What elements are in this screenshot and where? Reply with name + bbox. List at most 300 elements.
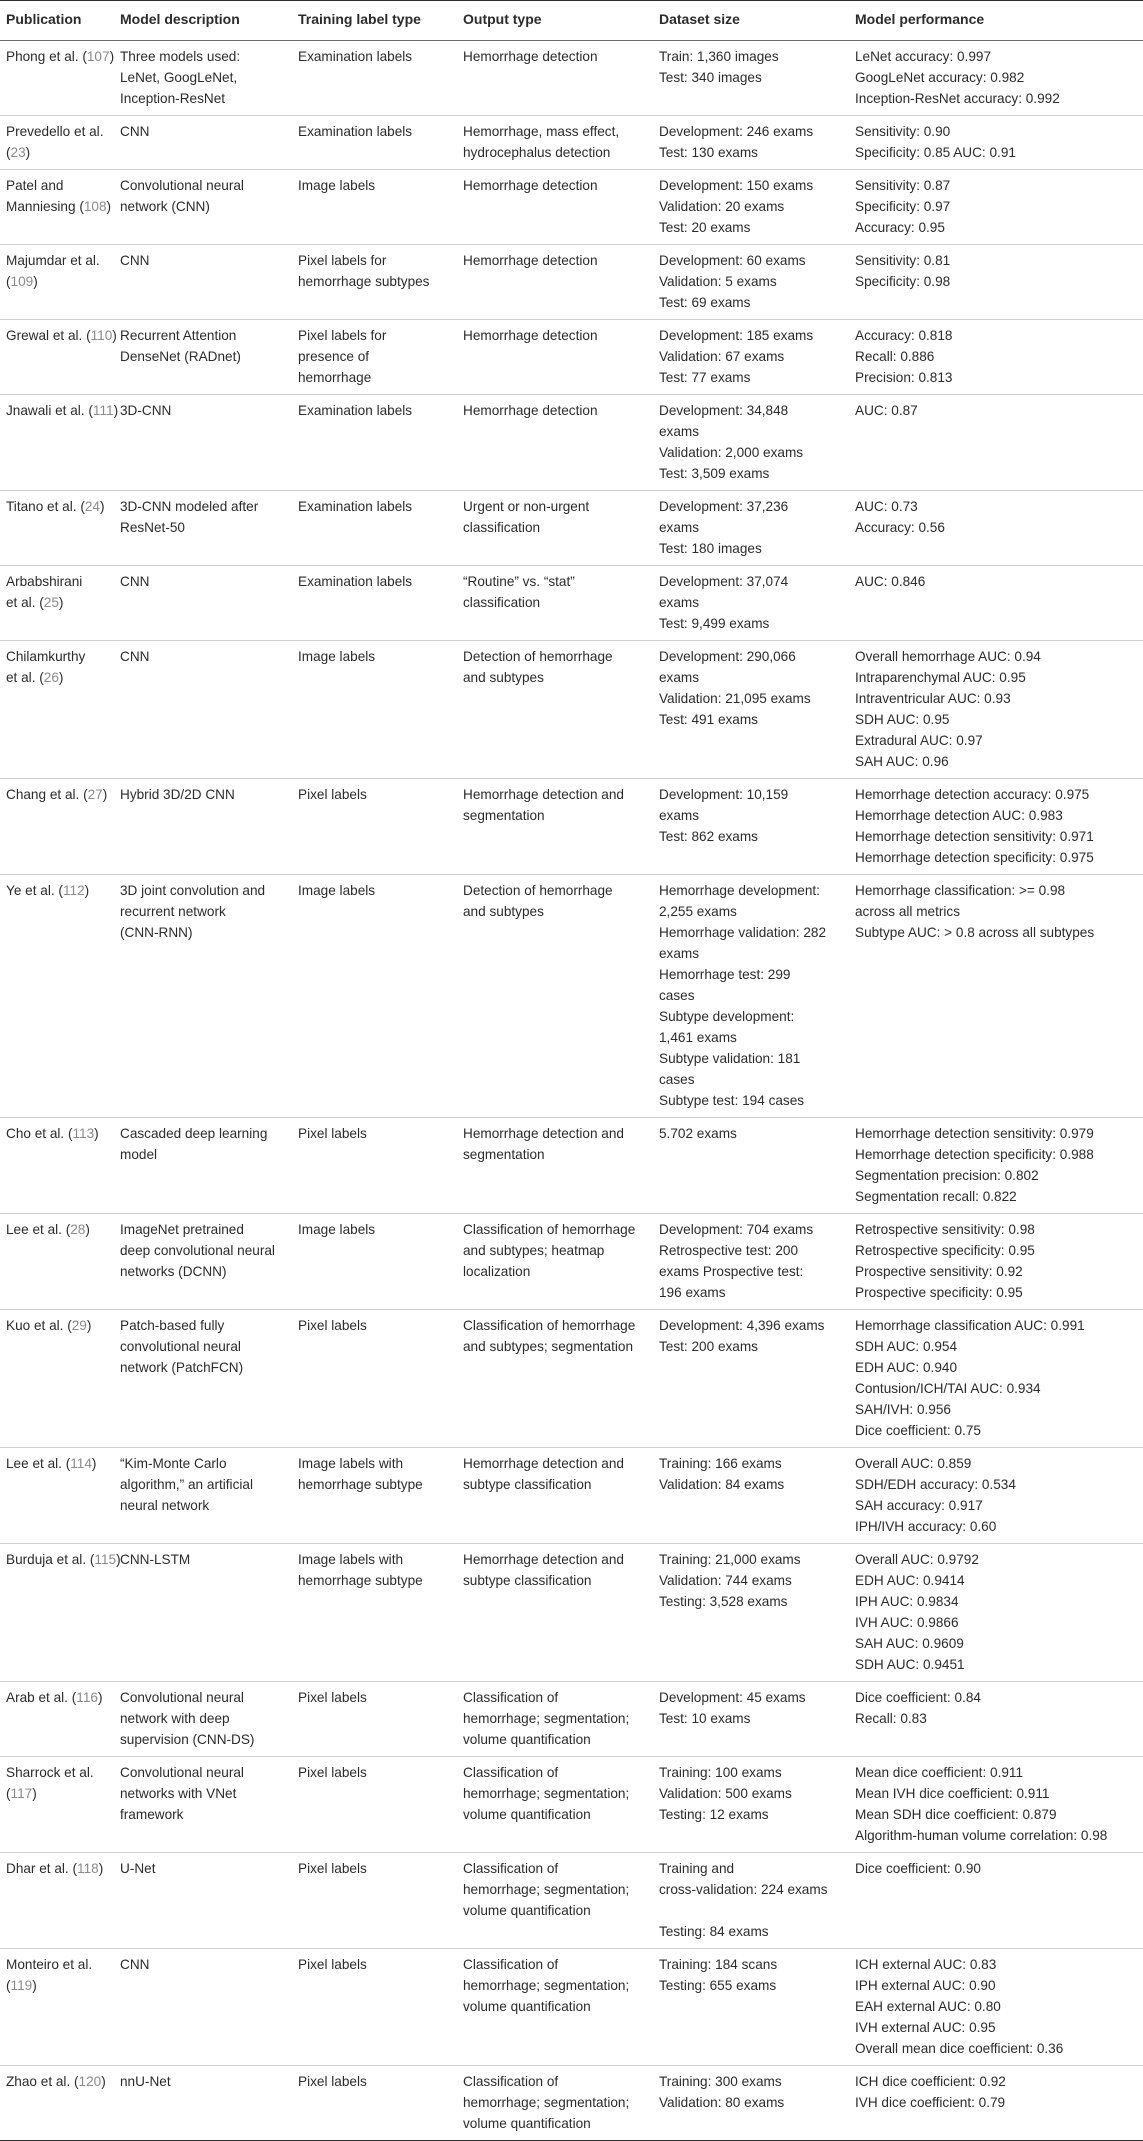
publication-line xyxy=(6,400,119,421)
label-line: Examination labels xyxy=(298,124,413,139)
perf-line: Algorithm-human volume correlation: 0.98 xyxy=(855,1828,1108,1843)
output-line: Hemorrhage detection and xyxy=(463,1126,624,1141)
perf-line: Mean dice coefficient: 0.911 xyxy=(855,1765,1024,1780)
output-type-cell xyxy=(457,875,653,1118)
publication-line xyxy=(6,1954,108,1975)
table-row xyxy=(0,1682,1143,1757)
model-line: CNN xyxy=(120,649,150,664)
training-label-cell xyxy=(292,491,457,566)
model-performance-cell xyxy=(849,1949,1143,2066)
perf-line: AUC: 0.87 xyxy=(855,403,918,418)
table-body xyxy=(0,41,1143,2141)
model-description-cell xyxy=(114,395,292,491)
training-label-cell xyxy=(292,41,457,116)
reference-link[interactable]: 118 xyxy=(77,1861,99,1876)
perf-line: Dice coefficient: 0.90 xyxy=(855,1861,981,1876)
label-line: Image labels xyxy=(298,649,376,664)
table-row xyxy=(0,116,1143,170)
output-type-cell xyxy=(457,170,653,245)
output-line: Detection of hemorrhage xyxy=(463,883,613,898)
perf-line: Precision: 0.813 xyxy=(855,370,953,385)
publication-text: et al. xyxy=(6,595,36,610)
perf-line: LeNet accuracy: 0.997 xyxy=(855,49,992,64)
output-type-cell xyxy=(457,41,653,116)
header-model-description: Model description xyxy=(114,1,292,41)
model-line: ImageNet pretrained xyxy=(120,1222,244,1237)
output-line: Classification of hemorrhage xyxy=(463,1318,636,1333)
output-type-cell xyxy=(457,1214,653,1310)
reference-link[interactable]: 24 xyxy=(84,499,100,514)
publication-text: Phong et al. xyxy=(6,49,79,64)
dataset-size-cell xyxy=(653,1949,849,2066)
output-type-cell xyxy=(457,1853,653,1949)
perf-line: Hemorrhage detection specificity: 0.975 xyxy=(855,850,1094,865)
perf-line: Overall mean dice coefficient: 0.36 xyxy=(855,2041,1064,2056)
output-line: localization xyxy=(463,1264,531,1279)
reference-link[interactable]: 28 xyxy=(70,1222,86,1237)
label-line: Pixel labels xyxy=(298,2074,367,2089)
dataset-line: Development: 246 exams xyxy=(659,124,814,139)
perf-line: Hemorrhage detection sensitivity: 0.971 xyxy=(855,829,1094,844)
label-line: hemorrhage subtype xyxy=(298,1477,423,1492)
model-description-cell xyxy=(114,2066,292,2141)
dataset-line: Subtype development: xyxy=(659,1009,795,1024)
dataset-line: Training: 100 exams xyxy=(659,1765,782,1780)
dataset-line: Validation: 500 exams xyxy=(659,1786,792,1801)
label-line: hemorrhage subtypes xyxy=(298,274,430,289)
model-performance-cell xyxy=(849,395,1143,491)
model-description-cell xyxy=(114,1310,292,1448)
table-row xyxy=(0,566,1143,641)
output-line: hemorrhage; segmentation; xyxy=(463,1786,630,1801)
label-line: Pixel labels xyxy=(298,1126,367,1141)
table-row xyxy=(0,1853,1143,1949)
perf-line: Mean SDH dice coefficient: 0.879 xyxy=(855,1807,1057,1822)
perf-line: Segmentation recall: 0.822 xyxy=(855,1189,1017,1204)
dataset-line: exams xyxy=(659,670,700,685)
reference-link[interactable]: 116 xyxy=(76,1690,98,1705)
training-label-cell xyxy=(292,875,457,1118)
reference-wrap: (112) xyxy=(58,883,90,898)
reference-link[interactable]: 115 xyxy=(94,1552,117,1567)
output-line: hemorrhage; segmentation; xyxy=(463,1711,630,1726)
perf-line: Hemorrhage detection AUC: 0.983 xyxy=(855,808,1063,823)
dataset-line: Development: 10,159 xyxy=(659,787,789,802)
publication-text: et al. xyxy=(6,670,36,685)
dataset-line: exams Prospective test: xyxy=(659,1264,804,1279)
publication-line xyxy=(6,784,108,805)
header-training-label-type: Training label type xyxy=(292,1,457,41)
model-performance-cell xyxy=(849,1310,1143,1448)
model-performance-cell xyxy=(849,1214,1143,1310)
output-line: classification xyxy=(463,595,541,610)
dataset-size-cell xyxy=(653,1853,849,1949)
perf-line: Recall: 0.83 xyxy=(855,1711,927,1726)
model-performance-cell xyxy=(849,1682,1143,1757)
training-label-cell xyxy=(292,1682,457,1757)
label-line: Image labels xyxy=(298,178,376,193)
output-line: Classification of xyxy=(463,1765,559,1780)
table-row xyxy=(0,1310,1143,1448)
output-line: Hemorrhage detection xyxy=(463,253,598,268)
dataset-line: Test: 20 exams xyxy=(659,220,751,235)
training-label-cell xyxy=(292,1448,457,1544)
perf-line: IVH AUC: 0.9866 xyxy=(855,1615,959,1630)
reference-link[interactable]: 110 xyxy=(90,328,113,343)
dataset-line: Training: 166 exams xyxy=(659,1456,782,1471)
reference-line: (119) xyxy=(6,1978,37,1993)
publication-cell xyxy=(0,1310,114,1448)
dataset-line: Test: 69 exams xyxy=(659,295,751,310)
perf-line: Extradural AUC: 0.97 xyxy=(855,733,983,748)
model-line: framework xyxy=(120,1807,184,1822)
output-line: Hemorrhage, mass effect, xyxy=(463,124,620,139)
label-line: Image labels xyxy=(298,883,376,898)
output-line: Urgent or non-urgent xyxy=(463,499,590,514)
training-label-cell xyxy=(292,1118,457,1214)
model-line: Patch-based fully xyxy=(120,1318,225,1333)
publication-line xyxy=(6,121,108,142)
dataset-line xyxy=(659,1900,843,1921)
reference-link[interactable]: 27 xyxy=(87,787,103,802)
reference-wrap: (24) xyxy=(80,499,105,514)
dataset-size-cell xyxy=(653,1118,849,1214)
table-row xyxy=(0,491,1143,566)
model-performance-cell xyxy=(849,1757,1143,1853)
reference-wrap: (114) xyxy=(65,1456,97,1471)
table-row xyxy=(0,1118,1143,1214)
dataset-line: cases xyxy=(659,988,695,1003)
perf-line: Sensitivity: 0.90 xyxy=(855,124,951,139)
dataset-line: exams xyxy=(659,808,700,823)
dataset-line: Validation: 744 exams xyxy=(659,1573,792,1588)
reference-wrap: (111) xyxy=(88,403,119,418)
publication-text: Prevedello et al. xyxy=(6,124,104,139)
perf-line: Overall AUC: 0.859 xyxy=(855,1456,972,1471)
publication-text: Grewal et al. xyxy=(6,328,83,343)
publication-cell xyxy=(0,566,114,641)
dataset-size-cell xyxy=(653,491,849,566)
dataset-line: Test: 3,509 exams xyxy=(659,466,770,481)
publication-line xyxy=(6,1453,108,1474)
model-performance-cell xyxy=(849,41,1143,116)
dataset-line: exams xyxy=(659,520,700,535)
dataset-line: cross-validation: 224 exams xyxy=(659,1882,828,1897)
output-type-cell xyxy=(457,1448,653,1544)
perf-line: Accuracy: 0.56 xyxy=(855,520,945,535)
perf-line: Dice coefficient: 0.84 xyxy=(855,1690,981,1705)
reference-link[interactable]: 108 xyxy=(83,199,107,214)
perf-line: Intraparenchymal AUC: 0.95 xyxy=(855,670,1026,685)
model-line: CNN xyxy=(120,1957,150,1972)
table-row xyxy=(0,1949,1143,2066)
publication-text: Ye et al. xyxy=(6,883,55,898)
output-type-cell xyxy=(457,2066,653,2141)
dataset-line: exams xyxy=(659,595,700,610)
label-line: Pixel labels xyxy=(298,1765,367,1780)
publication-text: Titano et al. xyxy=(6,499,77,514)
dataset-line: Test: 200 exams xyxy=(659,1339,758,1354)
publication-text: Chilamkurthy xyxy=(6,649,86,664)
reference-wrap: (120) xyxy=(74,2074,106,2089)
label-line: Examination labels xyxy=(298,49,413,64)
dataset-line: Subtype test: 194 cases xyxy=(659,1093,805,1108)
publication-line xyxy=(6,1549,121,1570)
model-line: ResNet-50 xyxy=(120,520,185,535)
dataset-line: Development: 185 exams xyxy=(659,328,814,343)
reference-wrap: (28) xyxy=(65,1222,90,1237)
perf-line: EDH AUC: 0.9414 xyxy=(855,1573,965,1588)
reference-link[interactable]: 109 xyxy=(10,274,34,289)
output-line: and subtypes xyxy=(463,670,544,685)
reference-wrap: (29) xyxy=(67,1318,92,1333)
publication-line xyxy=(6,496,108,517)
publication-line xyxy=(6,667,108,688)
model-performance-cell xyxy=(849,170,1143,245)
model-description-cell xyxy=(114,641,292,779)
dataset-line: Test: 340 images xyxy=(659,70,762,85)
training-label-cell xyxy=(292,116,457,170)
model-description-cell xyxy=(114,1118,292,1214)
dataset-line: Testing: 3,528 exams xyxy=(659,1594,788,1609)
output-type-cell xyxy=(457,566,653,641)
model-line: networks with VNet xyxy=(120,1786,237,1801)
publication-cell xyxy=(0,2066,114,2141)
perf-line: Specificity: 0.97 xyxy=(855,199,951,214)
publication-cell xyxy=(0,170,114,245)
publication-line xyxy=(6,1123,108,1144)
output-line: hydrocephalus detection xyxy=(463,145,611,160)
dataset-line: exams xyxy=(659,424,700,439)
dataset-line: Testing: 655 exams xyxy=(659,1978,777,1993)
table-row xyxy=(0,1757,1143,1853)
reference-link[interactable]: 23 xyxy=(10,145,26,160)
model-description-cell xyxy=(114,1949,292,2066)
training-label-cell xyxy=(292,1310,457,1448)
publication-text: Majumdar et al. xyxy=(6,253,100,268)
model-line: 3D-CNN xyxy=(120,403,172,418)
model-description-cell xyxy=(114,320,292,395)
output-type-cell xyxy=(457,1118,653,1214)
reference-wrap: (116) xyxy=(71,1690,103,1705)
perf-line: Mean IVH dice coefficient: 0.911 xyxy=(855,1786,1050,1801)
publication-cell xyxy=(0,1949,114,2066)
dataset-size-cell xyxy=(653,641,849,779)
dataset-line: Train: 1,360 images xyxy=(659,49,779,64)
publication-text: Sharrock et al. xyxy=(6,1765,94,1780)
label-line: Image labels with xyxy=(298,1552,404,1567)
dataset-line: Test: 130 exams xyxy=(659,145,758,160)
model-description-cell xyxy=(114,491,292,566)
output-line: hemorrhage; segmentation; xyxy=(463,2095,630,2110)
perf-line: IPH external AUC: 0.90 xyxy=(855,1978,996,1993)
model-description-cell xyxy=(114,779,292,875)
perf-line: Hemorrhage classification: >= 0.98 xyxy=(855,883,1066,898)
model-line: networks (DCNN) xyxy=(120,1264,227,1279)
model-line: nnU-Net xyxy=(120,2074,171,2089)
reference-link[interactable]: 119 xyxy=(10,1978,33,1993)
model-performance-cell xyxy=(849,1448,1143,1544)
dataset-line: Validation: 20 exams xyxy=(659,199,785,214)
publication-line xyxy=(6,175,108,196)
model-description-cell xyxy=(114,1757,292,1853)
output-line: Classification of xyxy=(463,2074,559,2089)
model-performance-cell xyxy=(849,641,1143,779)
model-description-cell xyxy=(114,566,292,641)
perf-line: ICH dice coefficient: 0.92 xyxy=(855,2074,1006,2089)
model-performance-cell xyxy=(849,566,1143,641)
perf-line: SAH AUC: 0.96 xyxy=(855,754,949,769)
model-line: neural network xyxy=(120,1498,210,1513)
reference-wrap: (108) xyxy=(79,199,112,214)
model-description-cell xyxy=(114,1214,292,1310)
model-line: “Kim-Monte Carlo xyxy=(120,1456,227,1471)
output-line: and subtypes xyxy=(463,904,544,919)
perf-line: Dice coefficient: 0.75 xyxy=(855,1423,981,1438)
table-header xyxy=(0,1,1143,41)
dataset-line: Development: 4,396 exams xyxy=(659,1318,825,1333)
perf-line: Overall hemorrhage AUC: 0.94 xyxy=(855,649,1041,664)
training-label-cell xyxy=(292,1757,457,1853)
model-line: Hybrid 3D/2D CNN xyxy=(120,787,235,802)
output-line: Detection of hemorrhage xyxy=(463,649,613,664)
model-line: CNN-LSTM xyxy=(120,1552,191,1567)
output-line: Hemorrhage detection xyxy=(463,403,598,418)
dataset-size-cell xyxy=(653,1448,849,1544)
output-line: subtype classification xyxy=(463,1477,592,1492)
output-type-cell xyxy=(457,1544,653,1682)
perf-line: IPH/IVH accuracy: 0.60 xyxy=(855,1519,997,1534)
label-line: Pixel labels xyxy=(298,787,367,802)
dataset-line: Development: 37,074 xyxy=(659,574,789,589)
reference-wrap: (118) xyxy=(72,1861,104,1876)
publication-text: Kuo et al. xyxy=(6,1318,64,1333)
reference-wrap: (113) xyxy=(67,1126,99,1141)
publication-cell xyxy=(0,245,114,320)
dataset-line: Test: 10 exams xyxy=(659,1711,751,1726)
reference-link[interactable]: 112 xyxy=(62,883,85,898)
dataset-line: exams xyxy=(659,946,700,961)
reference-line: (109) xyxy=(6,274,38,289)
model-description-cell xyxy=(114,1682,292,1757)
output-line: “Routine” vs. “stat” xyxy=(463,574,575,589)
reference-link[interactable]: 120 xyxy=(78,2074,102,2089)
model-line: model xyxy=(120,1147,158,1162)
table-row xyxy=(0,170,1143,245)
label-line: Image labels with xyxy=(298,1456,404,1471)
publication-cell xyxy=(0,116,114,170)
model-performance-cell xyxy=(849,1118,1143,1214)
dataset-size-cell xyxy=(653,1544,849,1682)
dataset-line: cases xyxy=(659,1072,695,1087)
publication-text: Patel and xyxy=(6,178,64,193)
reference-link[interactable]: 114 xyxy=(70,1456,92,1471)
publication-cell xyxy=(0,320,117,395)
dataset-line: Subtype validation: 181 xyxy=(659,1051,801,1066)
model-line: recurrent network xyxy=(120,904,226,919)
dataset-size-cell xyxy=(653,170,849,245)
model-description-cell xyxy=(114,41,292,116)
table-row xyxy=(0,1544,1143,1682)
reference-link[interactable]: 117 xyxy=(10,1786,33,1801)
perf-line: Retrospective sensitivity: 0.98 xyxy=(855,1222,1035,1237)
dataset-size-cell xyxy=(653,245,849,320)
model-line: network with deep xyxy=(120,1711,230,1726)
publication-text: Chang et al. xyxy=(6,787,80,802)
output-line: Hemorrhage detection and xyxy=(463,1456,624,1471)
dataset-size-cell xyxy=(653,1214,849,1310)
training-label-cell xyxy=(292,395,457,491)
perf-line: SDH AUC: 0.9451 xyxy=(855,1657,965,1672)
perf-line: Sensitivity: 0.87 xyxy=(855,178,951,193)
reference-link[interactable]: 29 xyxy=(71,1318,87,1333)
label-line: Pixel labels xyxy=(298,1318,367,1333)
publication-line xyxy=(6,250,108,271)
model-performance-cell xyxy=(849,2066,1143,2141)
dataset-line: Hemorrhage test: 299 xyxy=(659,967,791,982)
publication-text: Lee et al. xyxy=(6,1222,62,1237)
model-line: Convolutional neural xyxy=(120,178,244,193)
output-line: Hemorrhage detection xyxy=(463,49,598,64)
publication-cell xyxy=(0,1214,114,1310)
perf-line: Inception-ResNet accuracy: 0.992 xyxy=(855,91,1060,106)
dataset-line: 2,255 exams xyxy=(659,904,737,919)
label-line: Pixel labels xyxy=(298,1690,367,1705)
reference-link[interactable]: 111 xyxy=(92,403,114,418)
dataset-size-cell xyxy=(653,2066,849,2141)
publication-text: Monteiro et al. xyxy=(6,1957,93,1972)
model-line: CNN xyxy=(120,574,150,589)
header-dataset-size: Dataset size xyxy=(653,1,849,41)
perf-line: Specificity: 0.98 xyxy=(855,274,951,289)
dataset-size-cell xyxy=(653,1757,849,1853)
dataset-line: Test: 77 exams xyxy=(659,370,751,385)
dataset-size-cell xyxy=(653,779,849,875)
table-row xyxy=(0,2066,1143,2141)
model-description-cell xyxy=(114,245,292,320)
publication-text: Manniesing xyxy=(6,199,76,214)
model-line: DenseNet (RADnet) xyxy=(120,349,241,364)
output-line: volume quantification xyxy=(463,2116,591,2131)
dataset-line: Development: 704 exams xyxy=(659,1222,814,1237)
publication-cell xyxy=(0,1757,114,1853)
table-row xyxy=(0,779,1143,875)
label-line: presence of xyxy=(298,349,370,364)
model-description-cell xyxy=(114,116,292,170)
label-line: Examination labels xyxy=(298,403,413,418)
output-line: Hemorrhage detection and xyxy=(463,1552,624,1567)
label-line: hemorrhage xyxy=(298,370,372,385)
output-type-cell xyxy=(457,245,653,320)
publication-line xyxy=(6,1858,108,1879)
reference-link[interactable]: 25 xyxy=(43,595,59,610)
reference-link[interactable]: 26 xyxy=(43,670,59,685)
model-performance-cell xyxy=(849,491,1143,566)
perf-line: Recall: 0.886 xyxy=(855,349,935,364)
output-line: classification xyxy=(463,520,541,535)
publication-line xyxy=(6,325,117,346)
publication-text: Lee et al. xyxy=(6,1456,62,1471)
reference-link[interactable]: 113 xyxy=(72,1126,95,1141)
dataset-line: Validation: 2,000 exams xyxy=(659,445,804,460)
model-line: Inception-ResNet xyxy=(120,91,226,106)
publication-line xyxy=(6,1762,108,1783)
model-performance-cell xyxy=(849,116,1143,170)
reference-link[interactable]: 107 xyxy=(86,49,110,64)
reference-wrap: (110) xyxy=(86,328,117,343)
perf-line: Intraventricular AUC: 0.93 xyxy=(855,691,1011,706)
publication-text: Dhar et al. xyxy=(6,1861,69,1876)
